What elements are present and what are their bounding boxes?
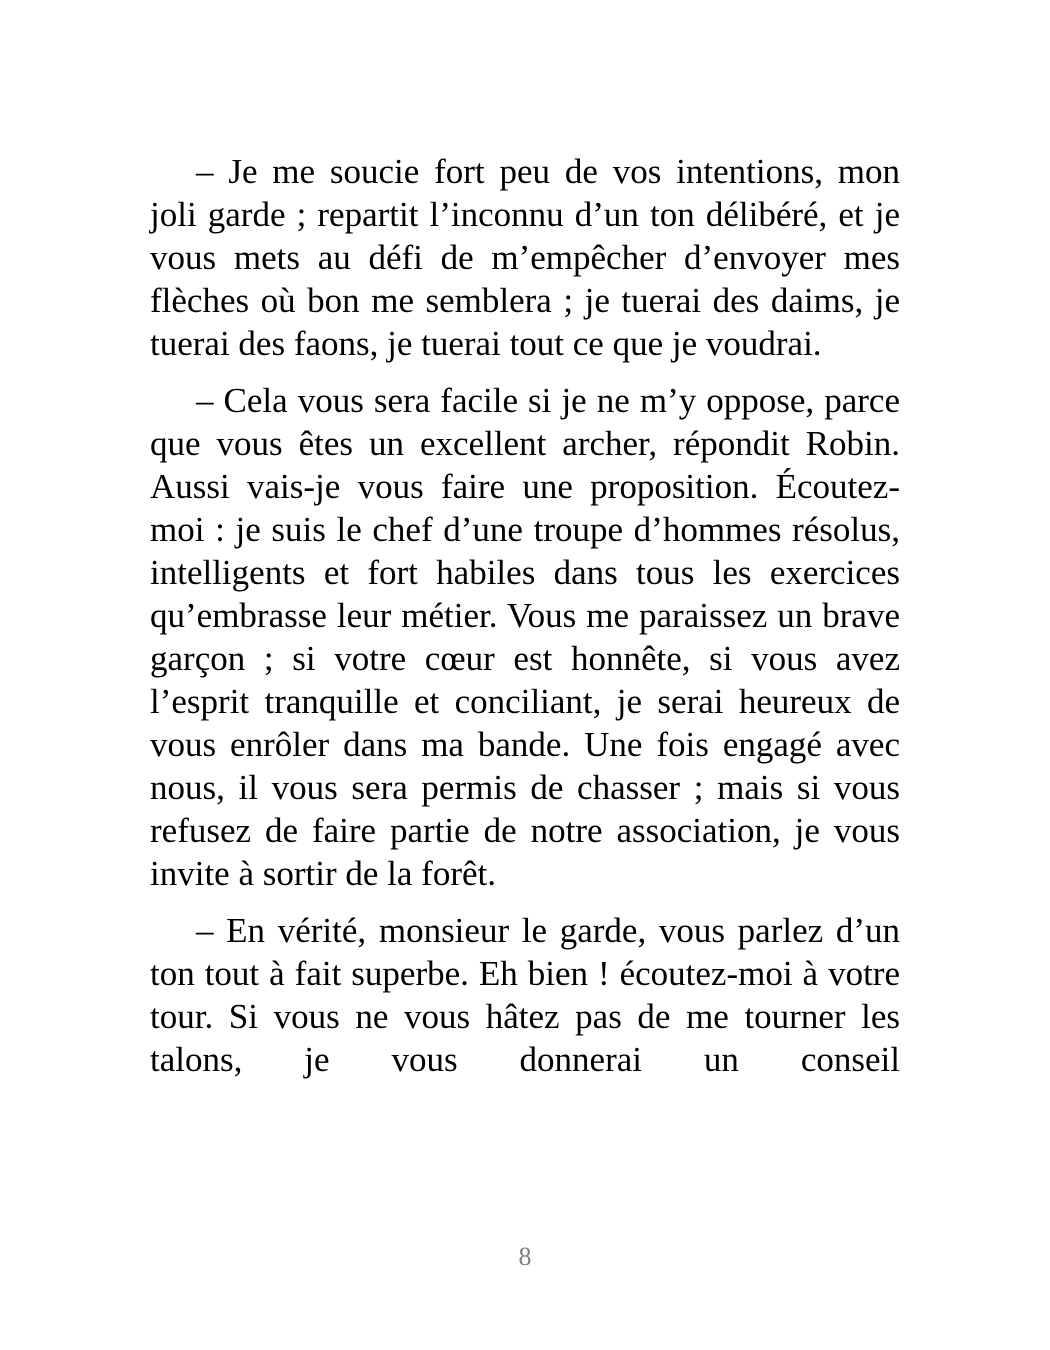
page-body	[150, 150, 900, 1081]
page-number: 8	[518, 1242, 532, 1271]
paragraph-3: – En vérité, monsieur le garde, vous parlez d’un ton tout à fait superbe. Eh bien ! écoutez-moi à votre tour. Si vous ne vous hâtez pas de me tourner les talons, je vous donnerai un conseil	[150, 911, 900, 1079]
paragraph-1: – Je me soucie fort peu de vos intentions, mon joli garde ; repartit l’inconnu d’un ton délibéré, et je vous mets au défi de m’empêcher d’envoyer mes flèches où bon me semblera ; je tuerai des daims, je tuerai des faons, je tuerai tout ce que je voudrai.	[150, 152, 900, 363]
paragraph-2: – Cela vous sera facile si je ne m’y oppose, parce que vous êtes un excellent archer, répondit Robin. Aussi vais-je vous faire une proposition. Écoutez-moi : je suis le chef d’une troupe d’hommes résolus, intelligents et fort habiles dans tous les exercices qu’embrasse leur métier. Vous me paraissez un brave garçon ; si votre cœur est honnête, si vous avez l’esprit tranquille et conciliant, je serai heureux de vous enrôler dans ma bande. Une fois engagé avec nous, il vous sera permis de chasser ; mais si vous refusez de faire partie de notre association, je vous invite à sortir de la forêt.	[150, 381, 900, 893]
